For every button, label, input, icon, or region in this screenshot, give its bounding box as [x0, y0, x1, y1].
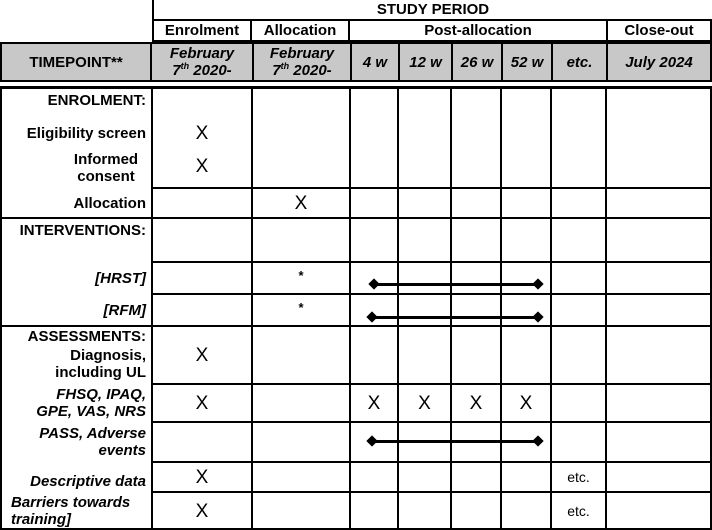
mark-allocation-allocation: X — [294, 192, 308, 214]
row-label-descriptive: Descriptive data — [30, 472, 146, 490]
rule-pass-top — [152, 421, 712, 423]
week-26: 26 w — [451, 42, 501, 82]
close-out-header: Close-out — [606, 21, 712, 42]
rule-fhsq-top — [152, 383, 712, 385]
rule-col-week-4 — [349, 86, 351, 530]
rule-barriers-top — [152, 491, 712, 493]
row-label-eligibility: Eligibility screen — [26, 124, 146, 142]
week-52: 52 w — [501, 42, 551, 82]
section-assessments: ASSESSMENTS: — [27, 328, 146, 345]
section-interventions: INTERVENTIONS: — [19, 222, 146, 239]
hrst-duration-start — [368, 278, 379, 289]
row-label-hrst: [HRST] — [95, 269, 146, 287]
mark-diagnosis-enrolment: X — [195, 344, 209, 366]
rfm-duration-start — [366, 311, 377, 322]
rule-consent-bottom — [152, 187, 712, 189]
rule-hrst-top — [152, 261, 712, 263]
mark-barriers-enrolment: X — [195, 500, 209, 522]
mark-fhsq-week-4: X — [367, 392, 381, 414]
row-label-rfm: [RFM] — [103, 301, 146, 319]
study-period-header: STUDY PERIOD — [152, 0, 712, 21]
mark-rfm-allocation: * — [298, 299, 304, 315]
rule-col-week-26 — [450, 86, 452, 530]
close-out-date: July 2024 — [606, 42, 712, 82]
week-etc: etc. — [551, 42, 606, 82]
mark-fhsq-enrolment: X — [195, 392, 209, 414]
enrolment-date: February 7th 2020- — [152, 42, 252, 82]
week-4: 4 w — [350, 42, 398, 82]
mark-hrst-allocation: * — [298, 267, 304, 283]
hrst-duration-line — [374, 283, 538, 286]
rfm-duration-line — [372, 316, 538, 319]
mark-eligibility-enrolment: X — [195, 122, 209, 144]
rule-header-bottom — [0, 80, 712, 82]
rule-col-close-out — [605, 86, 607, 530]
allocation-date: February 7th 2020- — [252, 42, 350, 82]
pass-duration-line — [372, 440, 538, 443]
row-label-consent: Informed consent — [73, 151, 139, 185]
rule-left — [0, 86, 2, 530]
rule-col-enrolment — [151, 86, 153, 530]
section-enrolment: ENROLMENT: — [47, 92, 146, 109]
pass-duration-start — [366, 435, 377, 446]
mark-descriptive-etc: etc. — [567, 468, 590, 485]
mark-fhsq-week-26: X — [469, 392, 483, 414]
timepoint-label: TIMEPOINT** — [0, 42, 152, 82]
row-label-pass: PASS, Adverse events — [39, 425, 146, 459]
hrst-duration-end — [532, 278, 543, 289]
mark-fhsq-week-12: X — [418, 392, 431, 414]
mark-fhsq-week-52: X — [519, 392, 533, 414]
pass-duration-end — [532, 435, 543, 446]
mark-descriptive-enrolment: X — [195, 466, 209, 488]
row-label-barriers: Barriers towards training] — [11, 494, 131, 528]
row-label-allocation: Allocation — [73, 194, 146, 212]
rule-rfm-top — [152, 293, 712, 295]
allocation-header: Allocation — [252, 21, 350, 42]
rule-col-allocation — [251, 86, 253, 530]
rule-col-week-52 — [500, 86, 502, 530]
rule-col-week-12 — [397, 86, 399, 530]
row-label-diagnosis: Diagnosis, including UL — [55, 347, 146, 381]
mark-barriers-etc: etc. — [567, 502, 590, 519]
enrolment-header: Enrolment — [152, 21, 252, 42]
mark-consent-enrolment: X — [195, 155, 209, 177]
row-label-fhsq: FHSQ, IPAQ, GPE, VAS, NRS — [36, 386, 146, 420]
rule-col-etc — [550, 86, 552, 530]
post-allocation-header: Post-allocation — [350, 21, 606, 42]
rule-descriptive-top — [152, 461, 712, 463]
rfm-duration-end — [532, 311, 543, 322]
week-12: 12 w — [398, 42, 451, 82]
